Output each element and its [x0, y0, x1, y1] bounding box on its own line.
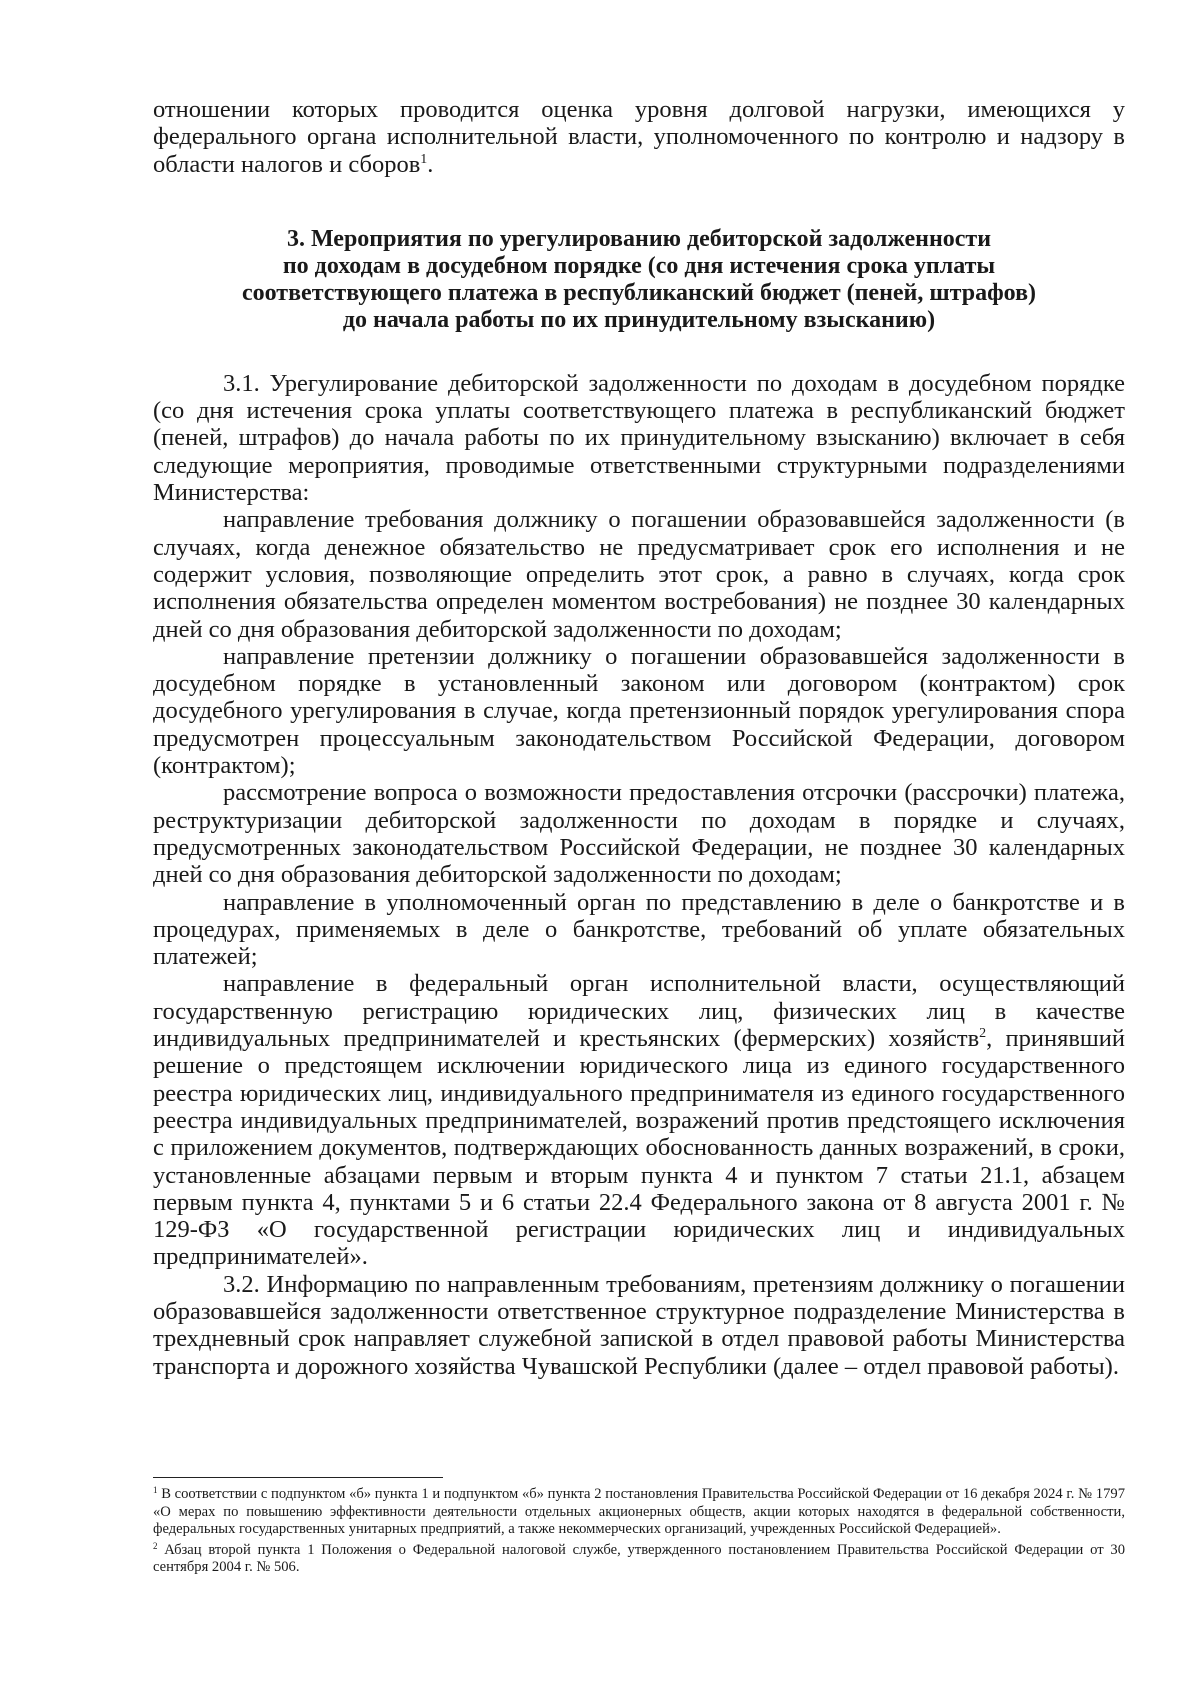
- intro-paragraph: отношении которых проводится оценка уровня долговой нагрузки, имеющихся у федерального органа исполнительной власти, уполномоченного по контролю и надзору в области налогов и сборов$^1$.: [153, 96, 1125, 178]
- footnote-1: $^1$ В соответствии с подпунктом «б» пункта 1 и подпунктом «б» пункта 2 постановления Правительства Российской Федерации от 16 декабря 2024 г. № 1797 «О мерах по повышению эффективности деятельности отдельных акционерных обществ, акции которых находятся в федеральной собственности, федеральных государственных унитарных предприятий, а также некоммерческих организаций, учрежденных Российской Федерацией».: [153, 1485, 1125, 1538]
- footnote-ref-2[interactable]: 2: [979, 1026, 987, 1042]
- footnote-2: $^2$ Абзац второй пункта 1 Положения о Федеральной налоговой службе, утвержденного постановлением Правительства Российской Федерации от 30 сентября 2004 г. № 506.: [153, 1540, 1125, 1576]
- paragraph-3-2: 3.2. Информацию по направленным требованиям, претензиям должнику о погашении образовавшейся задолженности ответственное структурное подразделение Министерства в трехдневный срок направляет служебной запиской в отдел правовой работы Министерства транспорта и дорожного хозяйства Чувашской Республики (далее – отдел правовой работы).: [153, 1270, 1125, 1380]
- section-heading: [153, 226, 1125, 334]
- heading-line: до начала работы по их принудительному взысканию): [342, 306, 936, 333]
- footnote-ref-1[interactable]: 1: [420, 151, 428, 167]
- list-item-bankruptcy: направление в уполномоченный орган по представлению в деле о банкротстве и в процедурах, применяемых в деле о банкротстве, требований об уплате обязательных платежей;: [153, 888, 1125, 971]
- heading-line: 3. Мероприятия по урегулированию дебиторской задолженности: [286, 225, 992, 252]
- paragraph-3-1: 3.1. Урегулирование дебиторской задолженности по доходам в досудебном порядке (со дня истечения срока уплаты соответствующего платежа в республиканский бюджет (пеней, штрафов) до начала работы по их принудительному взысканию) включает в себя следующие мероприятия, проводимые ответственными структурными подразделениями Министерства:: [153, 369, 1125, 507]
- section-body: [153, 370, 1125, 1380]
- heading-line: соответствующего платежа в республиканский бюджет (пеней, штрафов): [241, 279, 1037, 306]
- footnote-divider: [153, 1477, 443, 1478]
- body-text: [153, 96, 1125, 178]
- footnotes: [153, 1477, 1125, 1580]
- list-item-claim: направление претензии должнику о погашении образовавшейся задолженности в досудебном порядке в установленный законом или договором (контрактом) срок досудебного урегулирования в случае, когда претензионный порядок урегулирования спора предусмотрен процессуальным законодательством Российской Федерации, договором (контрактом);: [153, 642, 1125, 780]
- list-item-objections: направление в федеральный орган исполнительной власти, осуществляющий государственную регистрацию юридических лиц, физических лиц в качестве индивидуальных предпринимателей и крестьянских (фермерских) хозяйств$^2$, принявший решение о предстоящем исключении юридического лица из единого государственного реестра юридических лиц, индивидуального предпринимателя из единого государственного реестра индивидуальных предпринимателей, возражений против предстоящего исключения с приложением документов, подтверждающих обоснованность данных возражений, в сроки, установленные абзацами первым и вторым пункта 4 и пунктом 7 статьи 21.1, абзацем первым пункта 4, пунктами 5 и 6 статьи 22.4 Федерального закона от 8 августа 2001 г. № 129-ФЗ «О государственной регистрации юридических лиц и индивидуальных предпринимателей».: [153, 970, 1125, 1271]
- list-item-requirement: направление требования должнику о погашении образовавшейся задолженности (в случаях, когда денежное обязательство не предусматривает срок его исполнения и не содержит условия, позволяющие определить этот срок, а равно в случаях, когда срок исполнения обязательства определен моментом востребования) не позднее 30 календарных дней со дня образования дебиторской задолженности по доходам;: [153, 506, 1125, 643]
- list-item-deferral: рассмотрение вопроса о возможности предоставления отсрочки (рассрочки) платежа, реструктуризации дебиторской задолженности по доходам в порядке и случаях, предусмотренных законодательством Российской Федерации, не позднее 30 календарных дней со дня образования дебиторской задолженности по доходам;: [153, 779, 1125, 889]
- heading-line: по доходам в досудебном порядке (со дня истечения срока уплаты: [282, 252, 996, 279]
- document-page: [153, 96, 1125, 1380]
